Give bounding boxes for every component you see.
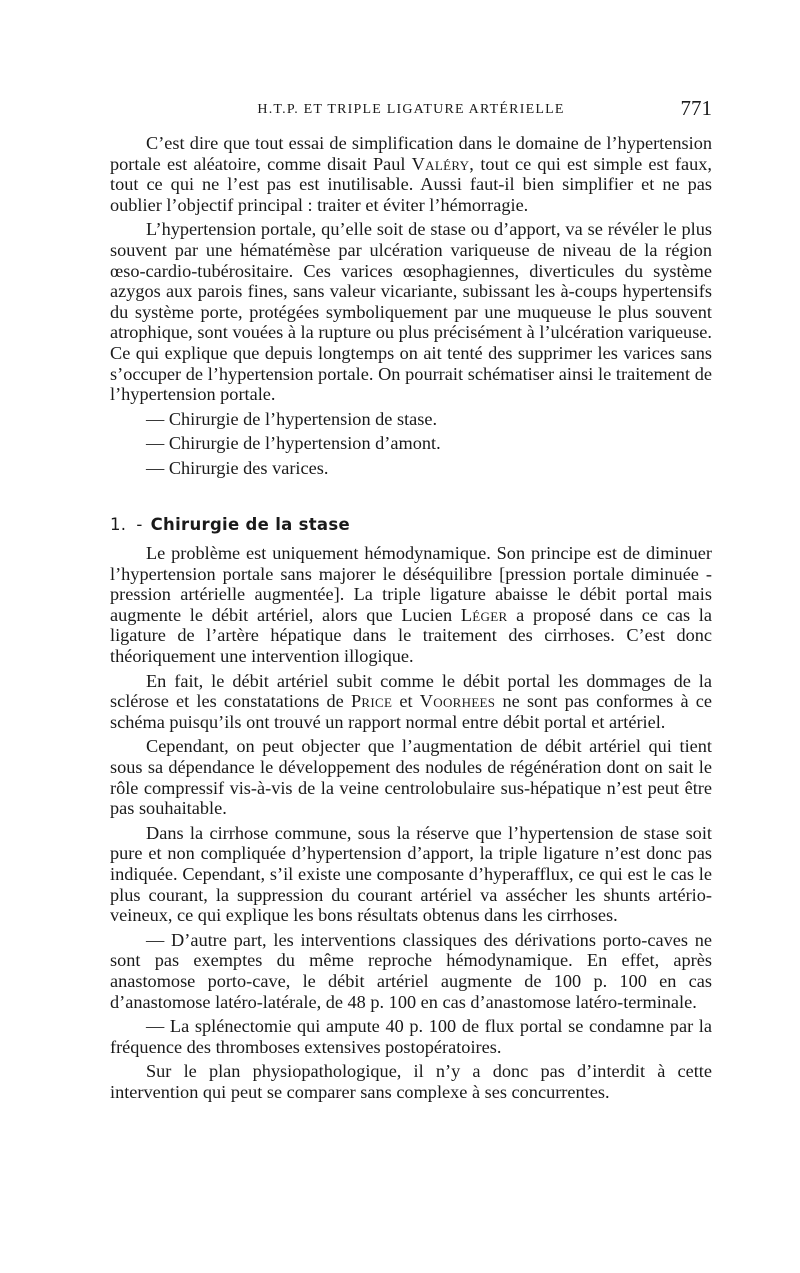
- paragraph-6: Dans la cirrhose commune, sous la réserve que l’hypertension de stase soit pure et non compliquée d’hypertension d’apport, la triple ligature n’est donc pas indiquée. Cependant, s’il existe une composante d’hyperafflux, ce qui est le cas le plus courant, la suppression du courant artériel va assécher les shunts artério-veineux, ce qui explique les bons résultats obtenus dans les cirrhoses.: [110, 822, 712, 926]
- paragraph-1: [110, 133, 712, 215]
- author-name-price: Price: [350, 691, 393, 712]
- paragraph-2: L’hypertension portale, qu’elle soit de stase ou d’apport, va se révéler le plus souvent par une hématémèse par ulcération variqueuse de niveau de la région œso-cardio-tubérositaire. Ces varices œsophagiennes, diverticules du système azygos aux parois fines, sans valeur vicariante, subissant les à-coups hypertensifs du système porte, protégées symboliquement par une muqueuse le plus souvent atrophique, sont vouées à la rupture ou plus précisément à l’ulcération variqueuse. Ce qui explique que depuis longtemps on ait tenté des supprimer les varices sans s’occuper de l’hypertension portale. On pourrait schématiser ainsi le traitement de l’hypertension portale.: [110, 219, 712, 405]
- paragraph-4-text-c: ne sont pas conformes à ce schéma puisqu’ils ont trouvé un rapport normal entre débit portal et artériel.: [110, 691, 712, 732]
- section-number: 1.: [110, 514, 127, 534]
- section-heading: [110, 515, 712, 536]
- list-item-varices: — Chirurgie des varices.: [146, 457, 329, 478]
- paragraph-3-text-b: a proposé dans ce cas la ligature de l’artère hépatique dans le traitement des cirrhoses. C’est donc théoriquement une intervention illogique.: [110, 604, 712, 667]
- author-name-leger: Léger: [460, 604, 508, 625]
- paragraph-3: [110, 543, 712, 667]
- paragraph-7: — D’autre part, les interventions classiques des dérivations porto-caves ne sont pas exemptes du même reproche hémodynamique. En effet, après anastomose porto-cave, le débit artériel augmente de 100 p. 100 en cas d’anastomose latéro-latérale, de 48 p. 100 en cas d’anastomose latéro-terminale.: [110, 929, 712, 1012]
- paragraph-3-text-a: Le problème est uniquement hémodynamique. Son principe est de diminuer l’hypertension portale sans majorer le déséquilibre [pression portale diminuée - pression artérielle augmentée]. La triple ligature abaisse le débit portal mais augmente le débit artériel, alors que Lucien: [110, 543, 712, 625]
- paragraph-5: Cependant, on peut objecter que l’augmentation de débit artériel qui tient sous sa dépendance le développement des nodules de régénération dont on sait le rôle compressif vis-à-vis de la veine centrolobulaire sus-hépatique n’est peut être pas souhaitable.: [110, 736, 712, 819]
- paragraph-8: — La splénectomie qui ampute 40 p. 100 de flux portal se condamne par la fréquence des thromboses extensives postopératoires.: [110, 1016, 712, 1057]
- running-title: H.T.P. ET TRIPLE LIGATURE ARTÉRIELLE: [257, 102, 565, 117]
- paragraph-1-text-b: tout ce qui est simple est faux, tout ce qui ne l’est pas est inutilisable. Aussi faut-il bien simplifier et ne pas oublier l’objectif principal : traiter et éviter l’hémorragie.: [110, 153, 712, 215]
- section-separator: -: [136, 514, 143, 534]
- page-number: 771: [680, 96, 712, 120]
- paragraph-4-text-b: et: [392, 691, 420, 712]
- running-head: [110, 96, 712, 124]
- paragraph-4-text-a: En fait, le débit artériel subit comme le débit portal les dommages de la sclérose et les constatations de: [110, 670, 712, 712]
- author-name-voorhees: Voorhees: [419, 691, 496, 712]
- body-text: [110, 133, 712, 1107]
- list-item-stase: — Chirurgie de l’hypertension de stase.: [146, 408, 438, 429]
- list-item-amont: — Chirurgie de l’hypertension d’amont.: [146, 433, 441, 454]
- paragraph-9: Sur le plan physiopathologique, il n’y a donc pas d’interdit à cette intervention qui peut se comparer sans complexe à ses concurrentes.: [110, 1061, 712, 1102]
- section-title: Chirurgie de la stase: [150, 514, 350, 534]
- paragraph-1-text-a: C’est dire que tout essai de simplification dans le domaine de l’hypertension portale est aléatoire, comme disait Paul: [110, 133, 712, 174]
- author-name-valery: Valéry,: [411, 153, 475, 174]
- paragraph-4: [110, 671, 712, 733]
